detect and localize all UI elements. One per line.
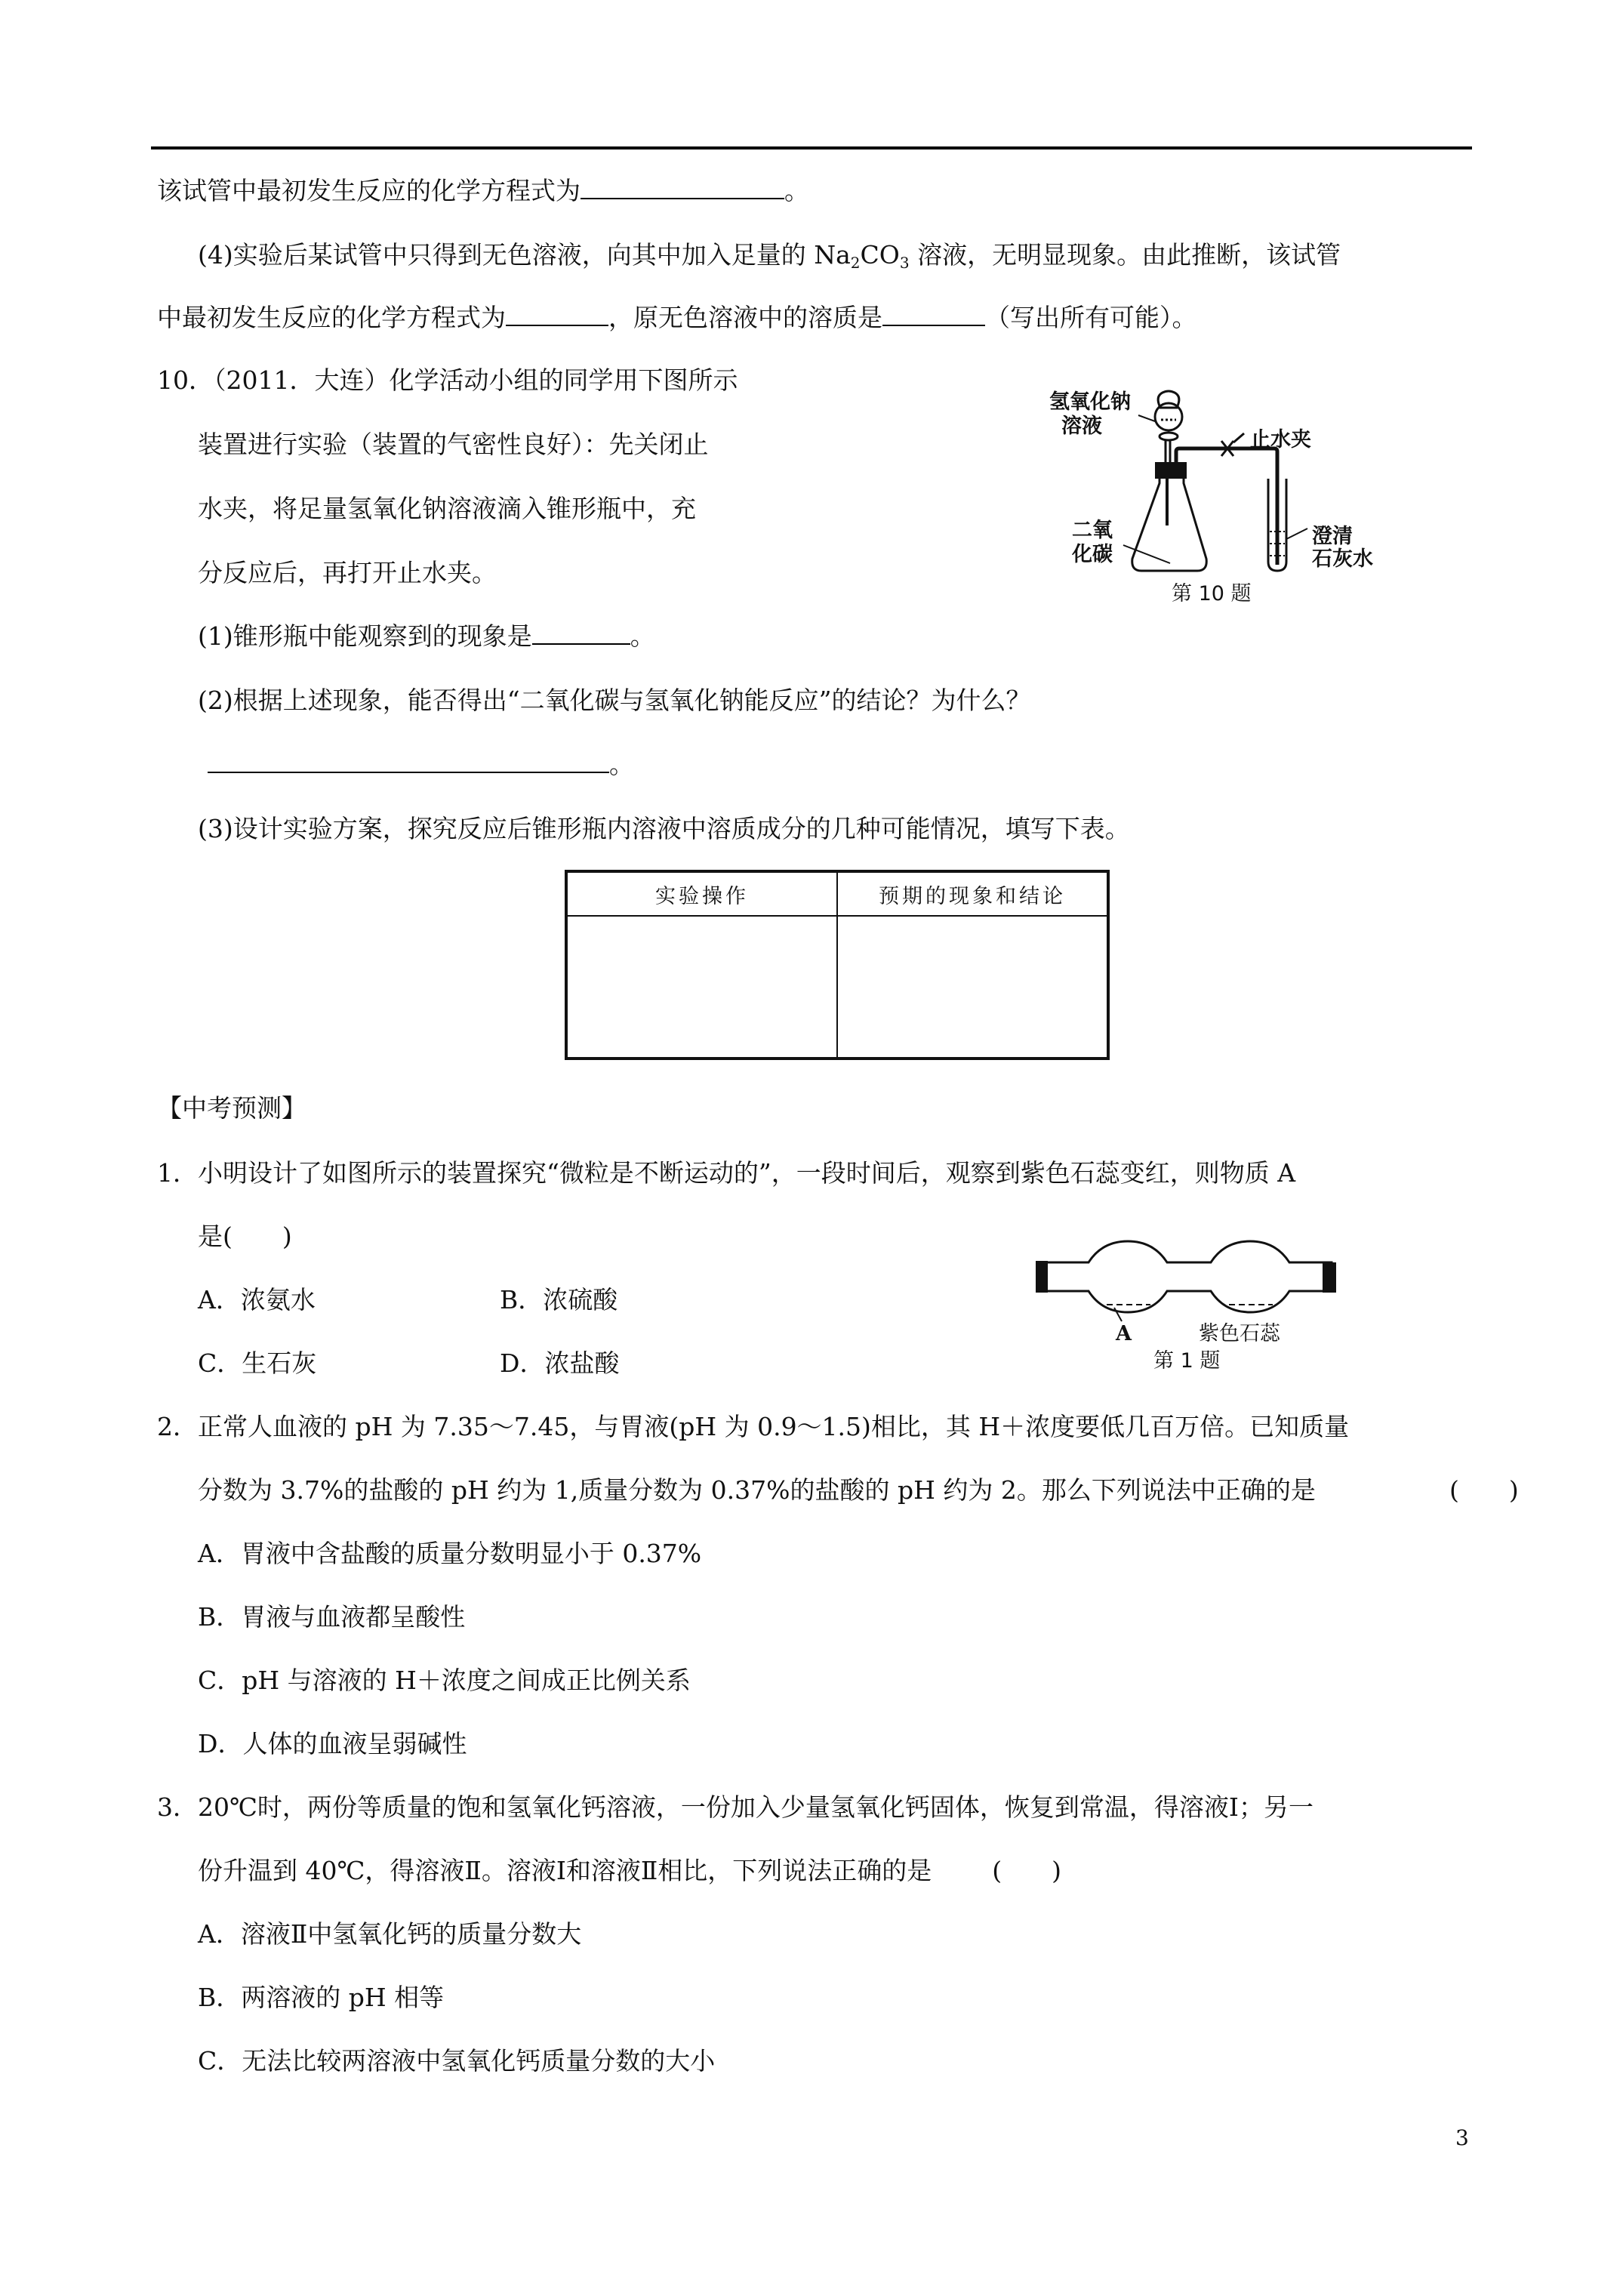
label-limewater-a: 澄清 [1312, 525, 1353, 548]
cell-phenomenon[interactable] [837, 916, 1108, 1059]
q1-option-c[interactable]: C．生石灰 [198, 1348, 317, 1378]
q2-line-2: 分数为 3.7%的盐酸的 pH 约为 1,质量分数为 0.37%的盐酸的 pH 约为 2。那么下列说法中正确的是 [198, 1475, 1316, 1505]
conical-flask-icon [1132, 479, 1207, 571]
q3-option-b[interactable]: B．两溶液的 pH 相等 [198, 1983, 445, 2012]
header-rule [151, 146, 1472, 149]
label-naoh: 氢氧化钠 [1049, 390, 1131, 414]
label-litmus: 紫色石蕊 [1199, 1322, 1280, 1345]
funnel-icon [1155, 391, 1182, 462]
subscript-3: 3 [899, 254, 910, 272]
figure-caption: 第 1 题 [1153, 1349, 1221, 1373]
label-co2-a: 二氧 [1072, 519, 1113, 542]
table-header-row [566, 871, 1108, 916]
period: 。 [784, 176, 809, 205]
period: 。 [630, 621, 655, 651]
q3-answer-paren[interactable]: ( ) [992, 1856, 1062, 1885]
header-operation: 实验操作 [566, 871, 837, 916]
q4-text-d: 中最初发生反应的化学方程式为 [157, 303, 506, 332]
q1-line-1: 1．小明设计了如图所示的装置探究“微粒是不断运动的”，一段时间后，观察到紫色石蕊变红，则物质 A [157, 1158, 1296, 1188]
q4-text-b: CO [860, 240, 900, 270]
left-stopper-icon [1036, 1261, 1048, 1293]
q10-sub-2: (2)根据上述现象，能否得出“二氧化碳与氢氧化钠能反应”的结论？为什么？ [198, 686, 1031, 715]
answer-blank[interactable] [208, 749, 609, 773]
q1-line-2: 是( ) [198, 1222, 292, 1251]
answer-blank[interactable] [532, 621, 630, 645]
table-row [566, 916, 1108, 1059]
q3-option-a[interactable]: A．溶液Ⅱ中氢氧化钙的质量分数大 [198, 1919, 582, 1949]
q3-line-2: 份升温到 40℃，得溶液Ⅱ。溶液Ⅰ和溶液Ⅱ相比，下列说法正确的是 [198, 1856, 932, 1885]
label-co2-b: 化碳 [1072, 543, 1113, 566]
q4-text-e: ，原无色溶液中的溶质是 [608, 303, 882, 332]
q1-option-a[interactable]: A．浓氨水 [198, 1285, 316, 1314]
bulb-tube-figure [1027, 1238, 1351, 1344]
period: 。 [609, 750, 634, 779]
subscript-2: 2 [850, 254, 861, 272]
q10-line-4: 分反应后，再打开止水夹。 [198, 558, 497, 587]
q2-answer-paren[interactable]: ( ) [1449, 1475, 1519, 1505]
q10-line-3: 水夹，将足量氢氧化钠溶液滴入锥形瓶中，充 [198, 494, 696, 523]
q4-text-c: 溶液，无明显现象。由此推断，该试管 [909, 240, 1341, 270]
q10-sub-3: (3)设计实验方案，探究反应后锥形瓶内溶液中溶质成分的几种可能情况，填写下表。 [198, 814, 1130, 843]
answer-blank[interactable] [581, 175, 784, 199]
right-stopper-icon [1323, 1262, 1336, 1293]
section-heading: 【中考预测】 [157, 1093, 306, 1123]
q4-line-1 [198, 240, 1341, 270]
stopper-icon [1155, 462, 1187, 479]
q2-option-c[interactable]: C．pH 与溶液的 H＋浓度之间成正比例关系 [198, 1666, 691, 1695]
q10-sub-1-text: (1)锥形瓶中能观察到的现象是 [198, 621, 532, 651]
q2-option-b[interactable]: B．胃液与血液都呈酸性 [198, 1602, 466, 1632]
answer-blank[interactable] [506, 302, 608, 326]
q3-option-c[interactable]: C．无法比较两溶液中氢氧化钙质量分数的大小 [198, 2046, 716, 2076]
page-number: 3 [1455, 2125, 1469, 2150]
q2-option-d[interactable]: D．人体的血液呈弱碱性 [198, 1729, 467, 1758]
q10-line-1: 10．（2011．大连）化学活动小组的同学用下图所示 [157, 365, 738, 395]
q4-text-a: (4)实验后某试管中只得到无色溶液，向其中加入足量的 Na [198, 240, 851, 270]
q4-line-2 [157, 302, 1197, 333]
q10-line-2: 装置进行实验（装置的气密性良好）：先关闭止 [198, 430, 709, 459]
glass-tube-icon [1046, 1241, 1332, 1312]
figure-caption: 第 10 题 [1172, 582, 1252, 606]
q3-line-2-wrap [198, 1856, 1061, 1886]
q2-line-1: 2．正常人血液的 pH 为 7.35～7.45，与胃液(pH 为 0.9～1.5)相比，其 H＋浓度要低几百万倍。已知质量 [157, 1412, 1350, 1441]
q3-line-1: 3．20℃时，两份等质量的饱和氢氧化钙溶液，一份加入少量氢氧化钙固体，恢复到常温，得溶液Ⅰ；另一 [157, 1792, 1313, 1822]
clamp-icon [1221, 433, 1244, 456]
q10-sub-1 [198, 621, 655, 652]
header-phenomenon: 预期的现象和结论 [837, 871, 1108, 916]
label-solution: 溶液 [1061, 415, 1102, 438]
q2-option-a[interactable]: A．胃液中含盐酸的质量分数明显小于 0.37% [198, 1539, 702, 1568]
prev-question-line [157, 175, 809, 206]
prev-question-text: 该试管中最初发生反应的化学方程式为 [157, 176, 581, 205]
q1-option-d[interactable]: D．浓盐酸 [500, 1348, 620, 1378]
experiment-table [565, 870, 1110, 1060]
cell-operation[interactable] [566, 916, 837, 1059]
q10-sub-2-answer [208, 749, 634, 780]
label-limewater-b: 石灰水 [1312, 547, 1373, 571]
label-substance-a: A [1116, 1322, 1132, 1345]
q1-option-b[interactable]: B．浓硫酸 [500, 1285, 618, 1314]
answer-blank[interactable] [882, 302, 985, 326]
label-clamp: 止水夹 [1250, 428, 1311, 451]
q4-text-f: （写出所有可能）。 [985, 303, 1197, 332]
